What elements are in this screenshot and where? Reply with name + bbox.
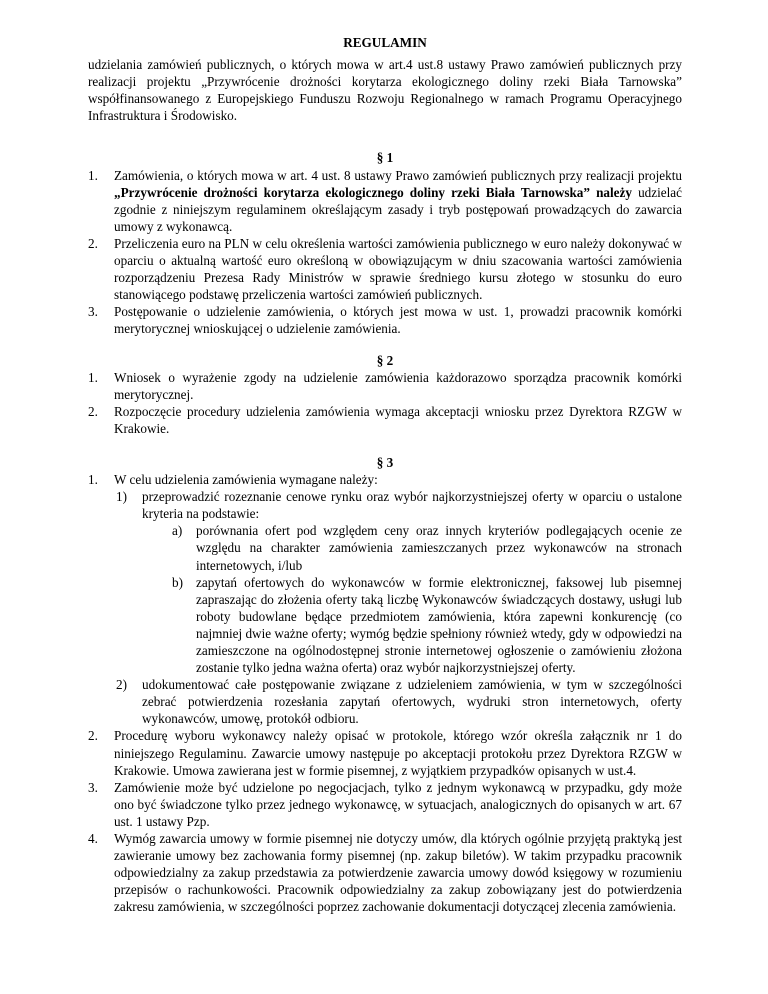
letter-marker: b) <box>172 574 183 590</box>
subitem-number: 2) <box>116 677 127 693</box>
section-3-letter-item-a <box>172 522 682 573</box>
item-text: W celu udzielenia zamówienia wymagane należy: <box>114 472 378 488</box>
letter-marker: a) <box>172 523 183 539</box>
item-text: Postępowanie o udzielenie zamówienia, o których jest mowa w ust. 1, prowadzi pracownik komórki merytorycznej wnioskującej o udzielenie zamówienia. <box>114 304 682 337</box>
item-number: 3. <box>88 779 98 795</box>
item-number: 2. <box>88 403 98 419</box>
section-3-heading: § 3 <box>376 454 394 470</box>
item-text: Zamówienie może być udzielone po negocjacjach, tylko z jednym wykonawcą w przypadku, gdy może ono być świadczone tylko przez jednego wykonawcę, w sytuacjach, analogicznych do opisanych w art. 67 ust. 1 ustawy Pzp. <box>114 779 682 829</box>
item-text: Przeliczenia euro na PLN w celu określenia wartości zamówienia publicznego w euro należy dokonywać w oparciu o aktualną wartość euro określoną w obowiązującym w dniu szacowania wartości zamówienia rozporządzeniu Prezesa Rady Ministrów w sprawie średniego kursu złotego w stosunku do euro stanowiącego podstawę przeliczenia wartości zamówień publicznych. <box>114 235 682 303</box>
section-2-item-2 <box>88 403 682 437</box>
project-name-bold: „Przywrócenie drożności korytarza ekologicznego doliny rzeki Biała Tarnowska” należy <box>114 184 632 200</box>
item-number: 3. <box>88 304 98 320</box>
section-3-letter-list <box>172 522 682 676</box>
section-3-subitem-1 <box>116 488 682 676</box>
item-number: 4. <box>88 831 98 847</box>
subitem-text: przeprowadzić rozeznanie cenowe rynku oraz wybór najkorzystniejszej oferty w oparciu o ustalone kryteria na podstawie: <box>142 489 682 522</box>
section-3-letter-item-b <box>172 574 682 677</box>
letter-item-text: zapytań ofertowych do wykonawców w formie elektronicznej, faksowej lub pisemnej zapraszając do złożenia oferty taką liczbę Wykonawców świadczących dostawy, usługi lub roboty budowlane będące przedmiotem zamówienia, która zapewni konkurencję (co najmniej dwie ważne oferty; wymóg będzie spełniony również wtedy, gdy w odpowiedzi na zamieszczone na ogólnodostępnej stronie internetowej ogłoszenie o zamówieniu złożona zostanie tylko jedna ważna oferta) oraz wybór najkorzystniejszej oferty. <box>196 574 682 676</box>
item-text: Zamówienia, o których mowa w art. 4 ust. 8 ustawy Prawo zamówień publicznych przy realizacji projektu <box>114 167 682 183</box>
item-number: 1. <box>88 369 98 385</box>
section-3-item-4 <box>88 830 682 915</box>
item-number: 1. <box>88 472 98 488</box>
item-text: Wymóg zawarcia umowy w formie pisemnej nie dotyczy umów, dla których ogólnie przyjętą praktyką jest zawieranie umowy bez zachowania formy pisemnej (np. zakup biletów). W takim przypadku pracownik odpowiedzialny za zakup przedstawia za potwierdzenie zawarcia umowy dowód księgowy w rozumieniu przepisów o rachunkowości. Pracownik odpowiedzialny za zakup zobowiązany jest do potwierdzenia zakresu zamówienia, w szczególności poprzez zachowanie dokumentacji dotyczącej zlecenia zamówienia. <box>114 831 682 915</box>
section-3-item-3 <box>88 779 682 830</box>
section-2-heading: § 2 <box>376 352 394 368</box>
section-3-list <box>88 471 682 915</box>
section-3-item-1 <box>88 471 682 727</box>
subitem-number: 1) <box>116 489 127 505</box>
item-text: Procedurę wyboru wykonawcy należy opisać w protokole, którego wzór określa załącznik nr 1 do niniejszego Regulaminu. Zawarcie umowy następuje po akceptacji protokołu przez Dyrektora RZGW w Krakowie. Umowa zawierana jest w formie pisemnej, z wyjątkiem przypadków opisanych w ust.4. <box>114 728 682 778</box>
item-number: 2. <box>88 728 98 744</box>
item-text: Rozpoczęcie procedury udzielenia zamówienia wymaga akceptacji wniosku przez Dyrektora RZGW w Krakowie. <box>114 403 682 436</box>
section-1-item-2 <box>88 235 682 303</box>
subitem-text: udokumentować całe postępowanie związane z udzieleniem zamówienia, w tym w szczególności zebrać potwierdzenia rozesłania zapytań ofertowych, wydruki stron internetowych, oferty wykonawców, umowę, protokół odbioru. <box>142 677 682 727</box>
letter-item-text: porównania ofert pod względem ceny oraz innych kryteriów podlegających ocenie ze względu na charakter zamówienia zamieszczanych przez wykonawców na stronach internetowych, i/lub <box>196 523 682 573</box>
item-number: 1. <box>88 167 98 183</box>
section-1-item-1 <box>88 167 682 235</box>
section-3-sublist <box>116 488 682 727</box>
item-text: Wniosek o wyrażenie zgody na udzielenie zamówienia każdorazowo sporządza pracownik komórki merytorycznej. <box>114 369 682 402</box>
section-2-item-1 <box>88 369 682 403</box>
document-page <box>88 34 682 916</box>
item-text-continued: udzielać zgodnie z niniejszym regulaminem określającym zasady i tryb postępowań prowadzących do zawarcia umowy z wykonawcą. <box>114 184 682 234</box>
section-1-heading: § 1 <box>376 150 394 166</box>
document-intro: udzielania zamówień publicznych, o których mowa w art.4 ust.8 ustawy Prawo zamówień publicznych przy realizacji projektu „Przywrócenie drożności korytarza ekologicznego doliny rzeki Biała Tarnowska” współfinansowanego z Europejskiego Funduszu Rozwoju Regionalnego w ramach Programu Operacyjnego Infrastruktura i Środowisko. <box>88 57 682 124</box>
section-3-subitem-2 <box>116 676 682 727</box>
document-title: REGULAMIN <box>343 35 427 50</box>
section-3-item-2 <box>88 727 682 778</box>
item-number: 2. <box>88 235 98 251</box>
section-1-list <box>88 167 682 338</box>
section-1-item-3 <box>88 303 682 337</box>
section-2-list <box>88 369 682 437</box>
